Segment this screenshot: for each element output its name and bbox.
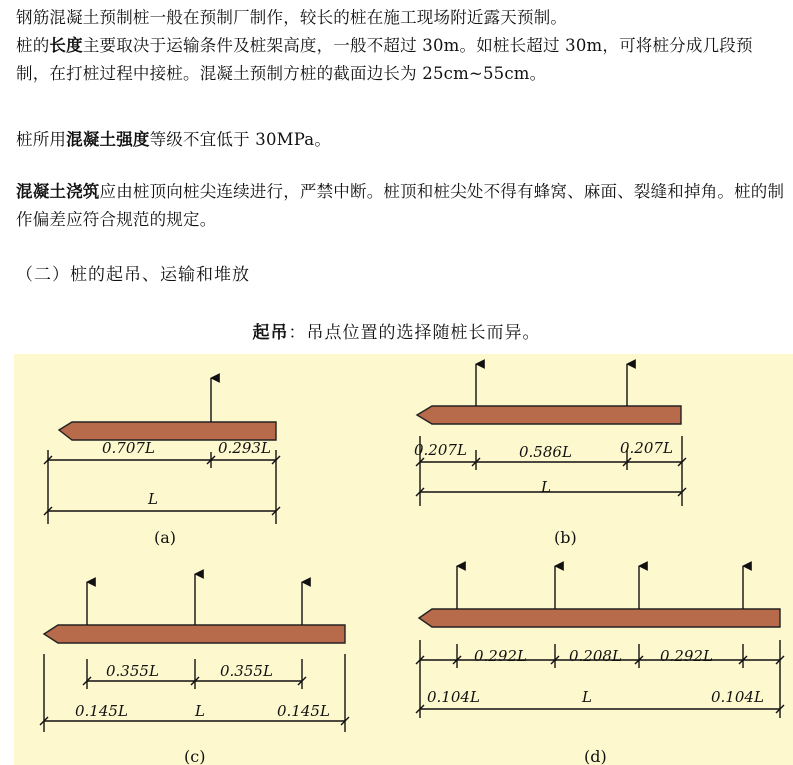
dim-label-c-3: 0.145L [75, 702, 128, 720]
pouring-bold: 混凝土浇筑 [16, 182, 100, 201]
dim-label-a-2: 0.293L [218, 439, 271, 457]
paragraph-concrete-pouring [16, 178, 786, 234]
panel-label-b: (b) [554, 528, 577, 547]
pile-d [419, 609, 780, 627]
dim-label-c-4: 0.145L [277, 702, 330, 720]
dim-label-d-4: 0.104L [427, 688, 480, 706]
pouring-post: 应由桩顶向桩尖连续进行，严禁中断。桩顶和桩尖处不得有蜂窝、麻面、裂缝和掉角。桩的制作偏差应符合规范的规定。 [16, 182, 785, 229]
pile-c [44, 625, 345, 643]
lifting-diagram [14, 354, 793, 765]
paragraph-pile-making [16, 4, 786, 88]
section-heading: （二）桩的起吊、运输和堆放 [16, 265, 250, 285]
dim-label-d-5: 0.104L [711, 688, 764, 706]
panel-label-a: (a) [154, 528, 177, 547]
dim-label-a-total: L [148, 490, 158, 508]
dim-label-b-2: 0.586L [519, 443, 572, 461]
caption-bold: 起吊 [252, 323, 289, 343]
figure-caption [0, 318, 793, 343]
dim-label-c-2: 0.355L [220, 662, 273, 680]
panel-b [416, 364, 686, 506]
pile-b [417, 406, 681, 424]
strength-bold: 混凝土强度 [66, 130, 150, 149]
dim-label-b-1: 0.207L [414, 441, 467, 459]
text-length-paragraph [16, 32, 786, 88]
dim-label-c-1: 0.355L [106, 662, 159, 680]
length-pre: 桩的 [16, 36, 50, 55]
length-post: 主要取决于运输条件及桩架高度，一般不超过 30m。如桩长超过 30m，可将桩分成几段预制，在打桩过程中接桩。混凝土预制方桩的截面边长为 25cm~55cm。 [16, 36, 753, 83]
dim-label-c-total: L [195, 702, 205, 720]
pile-a [59, 422, 276, 440]
strength-pre: 桩所用 [16, 130, 67, 149]
dim-label-d-3: 0.292L [660, 647, 713, 665]
length-bold: 长度 [49, 36, 83, 55]
paragraph-concrete-strength [16, 126, 786, 154]
panel-label-c: (c) [184, 747, 206, 765]
dim-label-b-total: L [541, 478, 551, 496]
dim-label-d-2: 0.208L [569, 647, 622, 665]
dim-label-d-total: L [582, 688, 592, 706]
dim-label-b-3: 0.207L [620, 439, 673, 457]
panel-label-d: (d) [584, 747, 607, 765]
dim-label-a-1: 0.707L [102, 439, 155, 457]
strength-post: 等级不宜低于 30MPa。 [149, 130, 332, 149]
lifting-point-figure [14, 354, 793, 765]
text-line-1: 钢筋混凝土预制桩一般在预制厂制作，较长的桩在施工现场附近露天预制。 [16, 8, 568, 27]
dim-label-d-1: 0.292L [474, 647, 527, 665]
caption-rest: ：吊点位置的选择随桩长而异。 [288, 323, 541, 343]
